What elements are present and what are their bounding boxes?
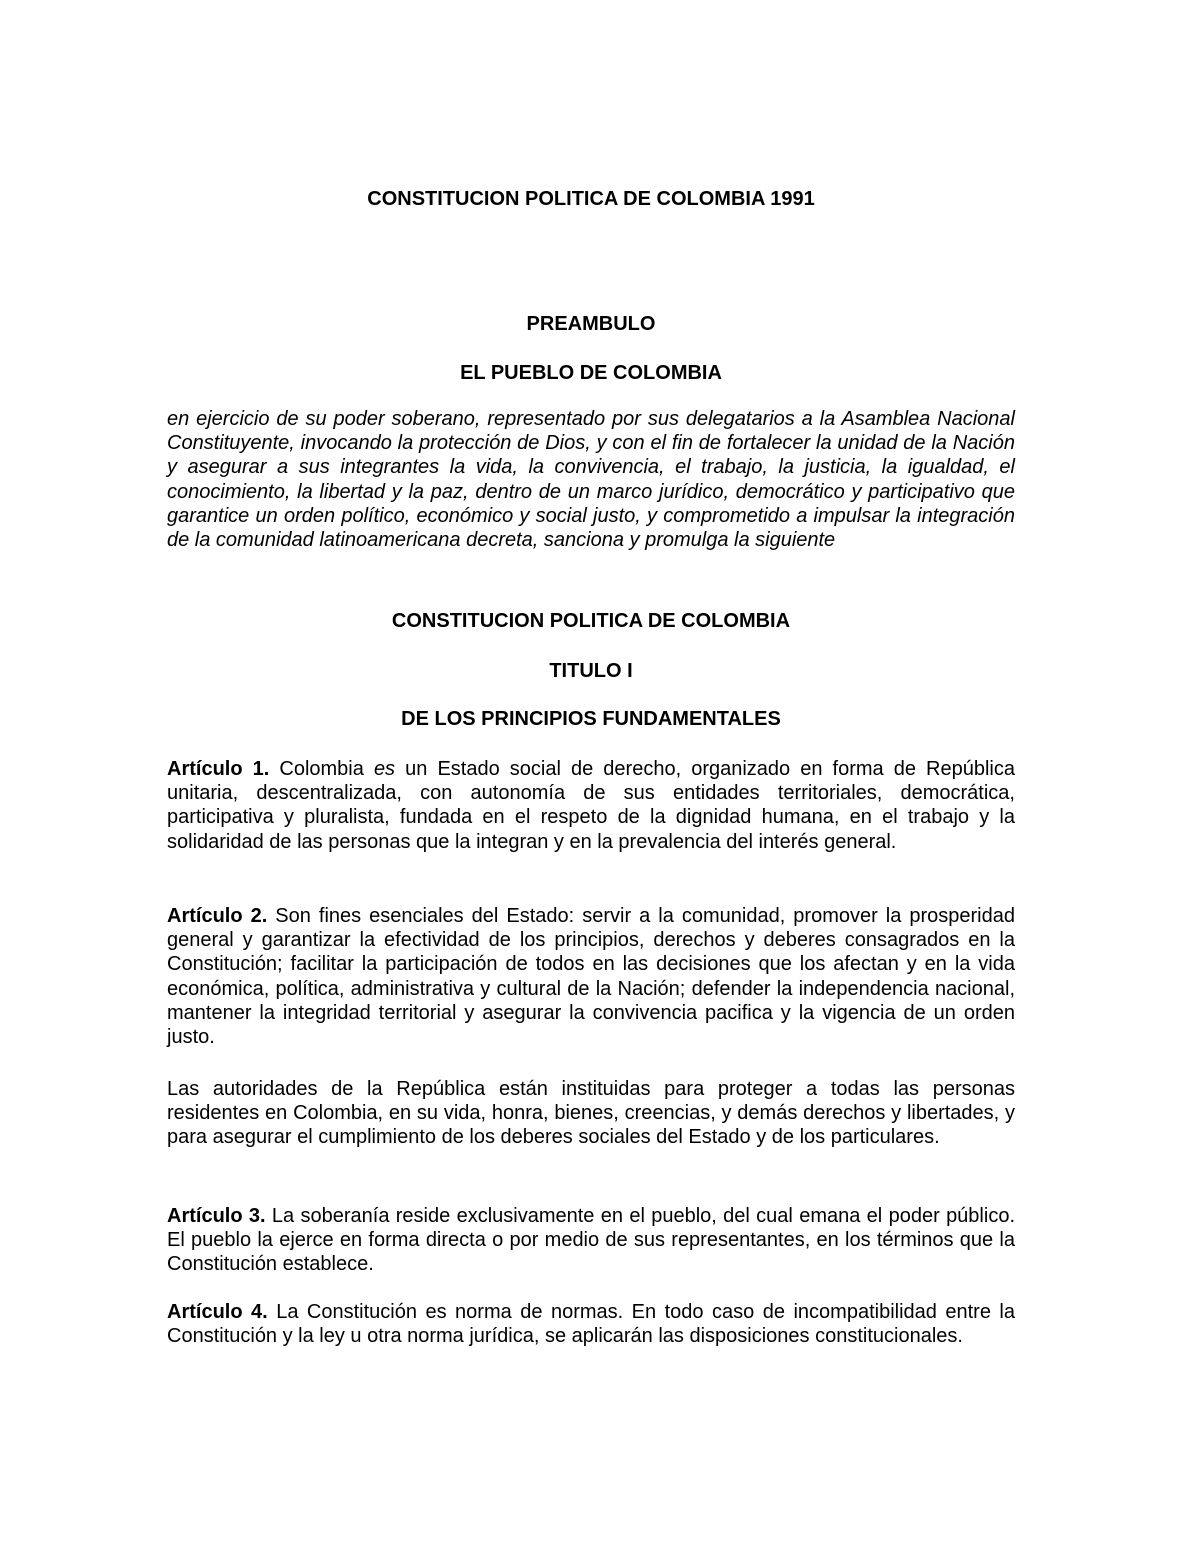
article-text: Colombia (269, 758, 374, 780)
article-text: un Estado social de derecho, organizado en forma de República unitaria, descentralizada, con autonomía de sus entidades territoriales, democrática, participativa y pluralista, fundada en el respeto de la dignidad humana, en el trabajo y la solidaridad de las personas que la integran y en la prevalencia del interés general. (167, 758, 1015, 853)
article-2-continuation: Las autoridades de la República están instituidas para proteger a todas las personas residentes en Colombia, en su vida, honra, bienes, creencias, y demás derechos y libertades, y para asegurar el cumplimiento de los deberes sociales del Estado y de los particulares. (167, 1078, 1015, 1149)
title-subheading: DE LOS PRINCIPIOS FUNDAMENTALES (401, 708, 781, 730)
article-text: La soberanía reside exclusivamente en el pueblo, del cual emana el poder público. El pueblo la ejerce en forma directa o por medio de sus representantes, en los términos que la Constitución establece. (167, 1205, 1015, 1276)
people-heading: EL PUEBLO DE COLOMBIA (460, 362, 722, 384)
preamble-heading: PREAMBULO (526, 313, 656, 335)
article-label: Artículo 3. (167, 1205, 266, 1227)
main-title: CONSTITUCION POLITICA DE COLOMBIA 1991 (367, 188, 815, 210)
article-text-italic: es (373, 758, 396, 780)
constitution-heading: CONSTITUCION POLITICA DE COLOMBIA (391, 610, 791, 632)
title-heading: TITULO I (549, 660, 633, 682)
article-3 (167, 1204, 1015, 1277)
article-1 (167, 757, 1015, 854)
article-text: Son fines esenciales del Estado: servir a la comunidad, promover la prosperidad general y garantizar la efectividad de los principios, derechos y deberes consagrados en la Constitución; facilitar la participación de todos en las decisiones que los afectan y en la vida económica, política, administrativa y cultural de la Nación; defender la independencia nacional, mantener la integridad territorial y asegurar la convivencia pacifica y la vigencia de un orden justo. (167, 905, 1015, 1049)
article-2 (167, 904, 1015, 1049)
article-text: La Constitución es norma de normas. En todo caso de incompatibilidad entre la Constitución y la ley u otra norma jurídica, se aplicarán las disposiciones constitucionales. (167, 1301, 1015, 1348)
article-label: Artículo 4. (167, 1301, 268, 1323)
article-label: Artículo 2. (167, 905, 268, 927)
article-4 (167, 1300, 1015, 1348)
document-page (167, 0, 1015, 1553)
article-label: Artículo 1. (167, 758, 270, 780)
preamble-text: en ejercicio de su poder soberano, representado por sus delegatarios a la Asamblea Nacional Constituyente, invocando la protección de Dios, y con el fin de fortalecer la unidad de la Nación y asegurar a sus integrantes la vida, la convivencia, el trabajo, la justicia, la igualdad, el conocimiento, la libertad y la paz, dentro de un marco jurídico, democrático y participativo que garantice un orden político, económico y social justo, y comprometido a impulsar la integración de la comunidad latinoamericana decreta, sanciona y promulga la siguiente (167, 408, 1015, 552)
